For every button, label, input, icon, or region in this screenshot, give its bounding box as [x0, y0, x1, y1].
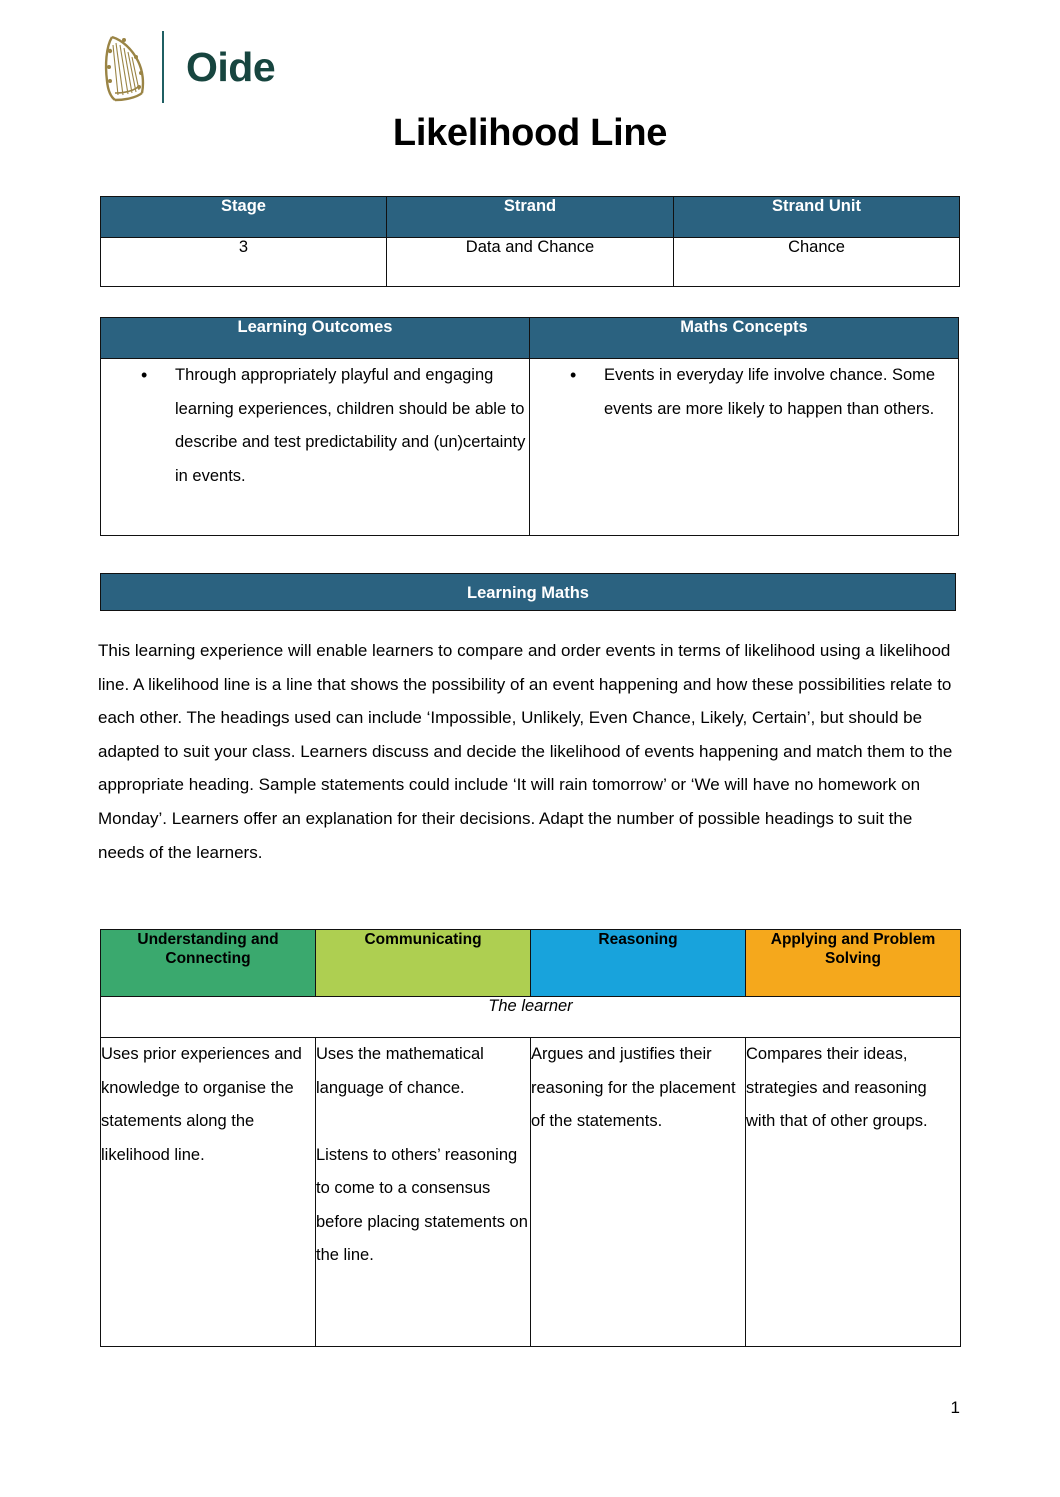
brand-wordmark: Oide	[186, 43, 276, 90]
outcomes-header-learning-outcomes: Learning Outcomes	[101, 318, 530, 359]
skills-body-row	[101, 1038, 961, 1347]
list-item: • Events in everyday life involve chance. Some events are more likely to happen than others.	[570, 359, 958, 426]
outcomes-header-maths-concepts: Maths Concepts	[530, 318, 959, 359]
learning-maths-banner: Learning Maths	[100, 573, 956, 611]
skill-paragraph: Uses prior experiences and knowledge to organise the statements along the likelihood line.	[101, 1045, 302, 1164]
skills-table	[100, 929, 961, 1347]
skill-paragraph: Listens to others’ reasoning to come to a consensus before placing statements on the line.	[316, 1145, 528, 1264]
skill-cell-applying-and-problem-solving	[746, 1038, 961, 1347]
brand-header	[98, 28, 275, 106]
the-learner-row	[101, 997, 961, 1038]
outcomes-table	[100, 317, 959, 536]
table-row	[101, 359, 959, 536]
table-row	[101, 238, 960, 287]
brand-divider	[162, 31, 164, 103]
stage-header-strand: Strand	[387, 197, 674, 238]
learning-maths-paragraph: This learning experience will enable learners to compare and order events in terms of likelihood using a likelihood line. A likelihood line is a line that shows the possibility of an event happening and how these possibilities relate to each other. The headings used can include ‘Impossible, Unlikely, Even Chance, Likely, Certain’, but should be adapted to suit your class. Learners discuss and decide the likelihood of events happening and match them to the appropriate heading. Sample statements could include ‘It will rain tomorrow’ or ‘We will have no homework on Monday’. Learners offer an explanation for their decisions. Adapt the number of possible headings to suit the needs of the learners.	[98, 641, 953, 862]
skill-header-communicating: Communicating	[316, 930, 531, 997]
skill-cell-understanding-and-connecting	[101, 1038, 316, 1347]
page-title: Likelihood Line	[392, 112, 668, 154]
page-number: 1	[950, 1398, 960, 1417]
learning-outcomes-list	[101, 359, 529, 493]
learning-outcomes-cell	[101, 359, 530, 536]
skill-paragraph: Compares their ideas, strategies and reasoning with that of other groups.	[746, 1045, 928, 1130]
skills-header-row	[101, 930, 961, 997]
irish-harp-icon	[98, 31, 150, 103]
list-item: • Through appropriately playful and engaging learning experiences, children should be able to describe and test predictability and (un)certainty in events.	[141, 359, 529, 493]
skill-header-applying-and-problem-solving: Applying and Problem Solving	[746, 930, 961, 997]
maths-concepts-list	[530, 359, 958, 426]
skill-cell-reasoning	[531, 1038, 746, 1347]
stage-table	[100, 196, 960, 287]
skill-header-reasoning: Reasoning	[531, 930, 746, 997]
stage-header-stage: Stage	[101, 197, 387, 238]
skill-header-understanding-and-connecting: Understanding and Connecting	[101, 930, 316, 997]
skill-cell-communicating	[316, 1038, 531, 1347]
table-header-row	[101, 197, 960, 238]
the-learner-label: The learner	[101, 997, 961, 1038]
strand-value: Data and Chance	[387, 238, 674, 287]
maths-concepts-cell	[530, 359, 959, 536]
skill-paragraph: Argues and justifies their reasoning for the placement of the statements.	[531, 1045, 736, 1130]
stage-value: 3	[101, 238, 387, 287]
skill-paragraph: Uses the mathematical language of chance.	[316, 1045, 484, 1097]
stage-header-strand-unit: Strand Unit	[674, 197, 960, 238]
strand-unit-value: Chance	[674, 238, 960, 287]
table-header-row	[101, 318, 959, 359]
